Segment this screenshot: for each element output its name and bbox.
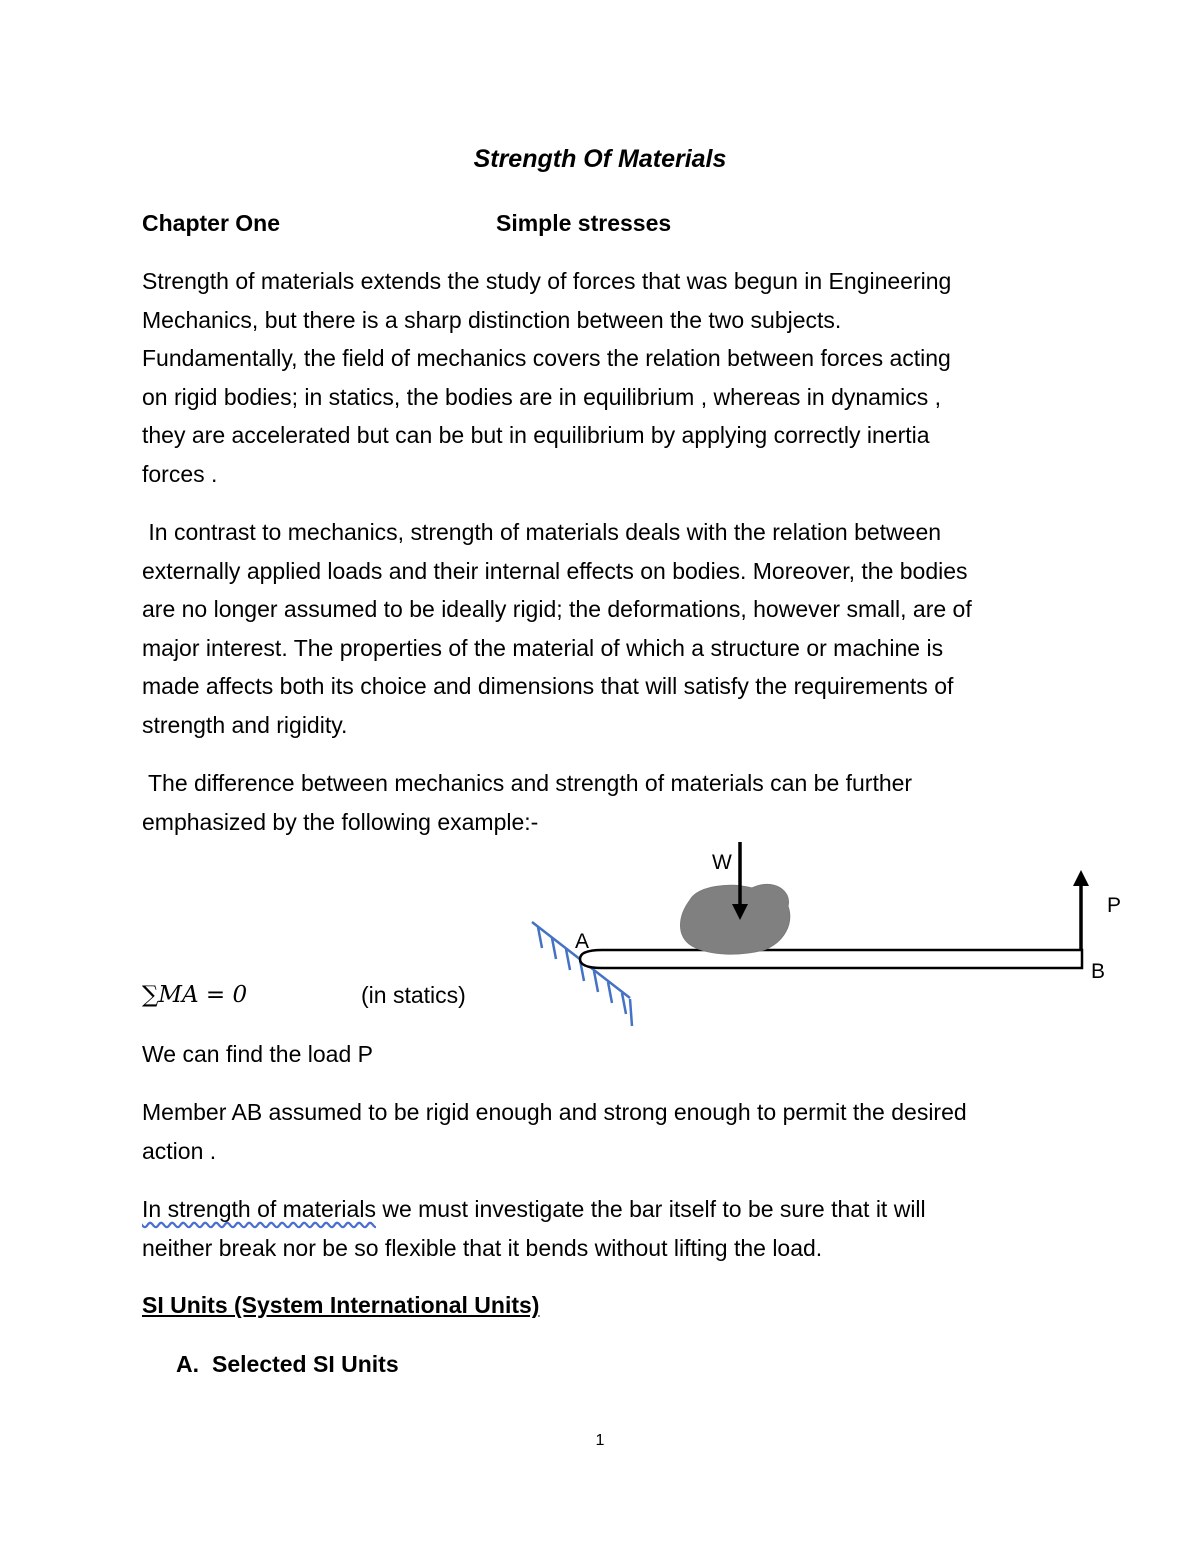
label-a: A	[575, 930, 590, 953]
hatch-tick	[630, 999, 632, 1026]
bar-ab	[580, 950, 1082, 968]
load-body	[681, 884, 790, 954]
hatch-tick	[622, 993, 626, 1014]
subsection-heading: Selected SI Units	[212, 1351, 399, 1377]
moment-equation: ∑𝑀𝐴 = 0	[142, 982, 248, 1008]
text-line: Fundamentally, the field of mechanics covers the relation between forces acting	[142, 345, 951, 371]
load-arrow-w	[732, 842, 748, 920]
force-arrow-p	[1073, 870, 1089, 950]
subsection-marker: A.	[176, 1351, 199, 1377]
text-line: Member AB assumed to be rigid enough and strong enough to permit the desired	[142, 1099, 967, 1125]
text-line	[142, 1190, 1072, 1229]
text-line: neither break nor be so flexible that it bends without lifting the load.	[142, 1234, 823, 1261]
text-line: The difference between mechanics and strength of materials can be further	[142, 770, 913, 796]
text-line: externally applied loads and their internal effects on bodies. Moreover, the bodies	[142, 557, 968, 584]
text-line: Strength of materials extends the study of forces that was begun in Engineering	[142, 268, 952, 294]
text-line: forces .	[142, 460, 218, 487]
label-w: W	[712, 851, 732, 874]
paragraph-contrast	[142, 513, 1072, 744]
paragraph-difference	[142, 764, 1072, 841]
label-p: P	[1107, 894, 1122, 917]
chapter-topic: Simple stresses	[496, 210, 672, 236]
text-line: strength and rigidity.	[142, 711, 348, 738]
text-line: are no longer assumed to be ideally rigid; the deformations, however small, are of	[142, 596, 972, 622]
paragraph-member	[142, 1093, 1072, 1170]
text-line: emphasized by the following example:-	[142, 808, 539, 835]
text-line: Mechanics, but there is a sharp distinction between the two subjects.	[142, 306, 842, 333]
label-b: B	[1091, 960, 1106, 983]
spellcheck-underlined-text: In strength of materials	[142, 1196, 376, 1222]
paragraph-intro	[142, 262, 1072, 493]
document-title: Strength Of Materials	[473, 145, 727, 173]
text-line: made affects both its choice and dimensions that will satisfy the requirements of	[142, 673, 954, 699]
text-line: they are accelerated but can be but in equilibrium by applying correctly inertia	[142, 422, 930, 448]
find-load-line: We can find the load P	[142, 1041, 373, 1067]
paragraph-investigate	[142, 1190, 1072, 1267]
beam-diagram	[520, 838, 1140, 1038]
text-line: major interest. The properties of the material of which a structure or machine is	[142, 634, 944, 661]
text-run: we must investigate the bar itself to be sure that it will	[375, 1196, 926, 1222]
chapter-label: Chapter One	[142, 210, 281, 236]
text-line: action .	[142, 1137, 217, 1164]
page-number: 1	[595, 1432, 605, 1449]
text-line: on rigid bodies; in statics, the bodies are in equilibrium , whereas in dynamics ,	[142, 383, 942, 410]
text-line: In contrast to mechanics, strength of materials deals with the relation between	[142, 519, 942, 545]
equation-note: (in statics)	[361, 982, 466, 1008]
section-heading-si-units: SI Units (System International Units)	[142, 1292, 540, 1318]
